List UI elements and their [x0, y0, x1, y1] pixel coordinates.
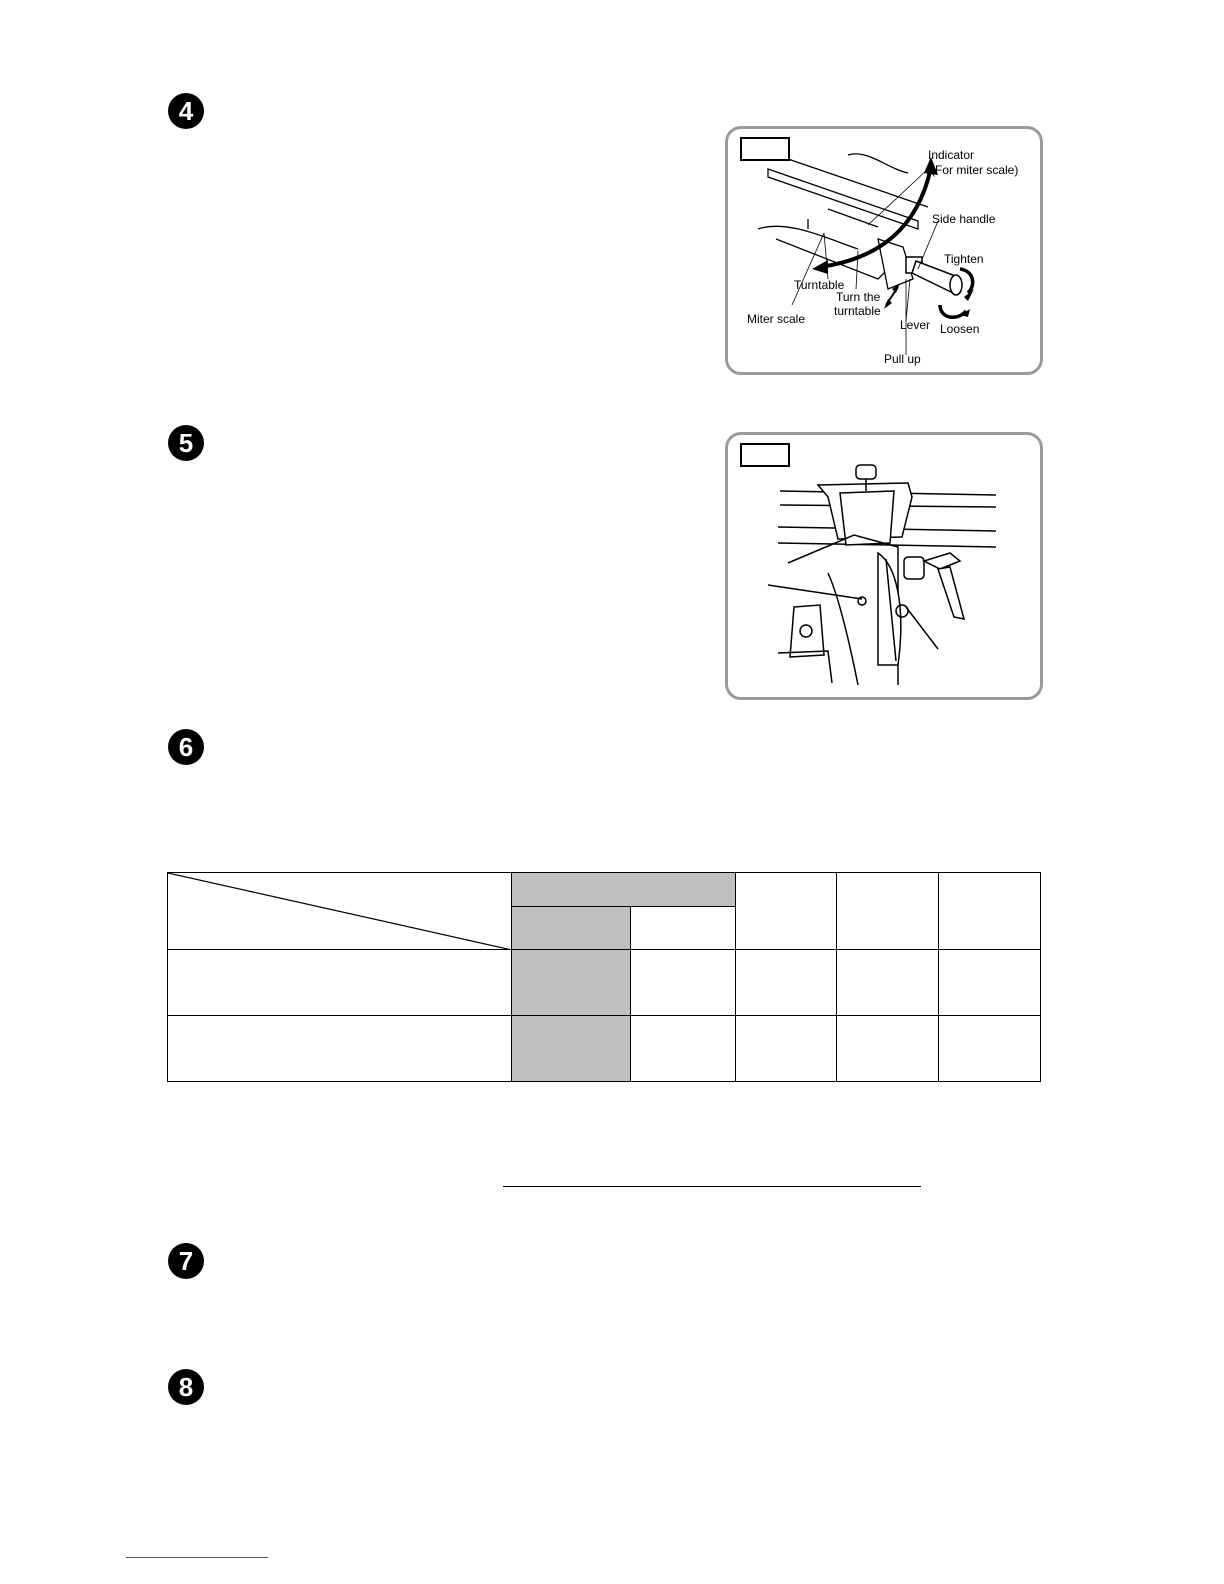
table-header-col-4	[837, 873, 939, 950]
table-row	[168, 1016, 1041, 1082]
diagonal-divider	[168, 873, 512, 950]
table-subheader-2	[631, 907, 736, 950]
label-turntable: Turntable	[794, 278, 845, 292]
label-indicator: Indicator	[928, 148, 975, 162]
table-cell	[512, 950, 631, 1016]
figure-turntable	[725, 126, 1043, 375]
bevel-clamp-illustration	[728, 435, 1040, 697]
label-side-handle: Side handle	[932, 212, 996, 226]
table-cell	[168, 950, 512, 1016]
table-cell	[512, 1016, 631, 1082]
label-loosen: Loosen	[940, 322, 980, 336]
footer-link-underline	[126, 1557, 268, 1558]
turntable-illustration	[728, 129, 1040, 372]
step-8-badge: 8	[168, 1369, 204, 1405]
table-row	[168, 950, 1041, 1016]
label-turntable-2: turntable	[834, 304, 881, 318]
table-cell	[939, 950, 1041, 1016]
table-corner-cell	[168, 873, 512, 950]
table-header-col-5	[939, 873, 1041, 950]
label-turn-the: Turn the	[836, 290, 881, 304]
label-indicator-note: (For miter scale)	[931, 163, 1019, 177]
figure-bevel-clamp	[725, 432, 1043, 700]
underline-rule	[503, 1186, 921, 1187]
label-lever: Lever	[900, 318, 931, 332]
table-cell	[736, 950, 837, 1016]
step-7-badge: 7	[168, 1243, 204, 1279]
step-5-badge: 5	[168, 425, 204, 461]
specification-table	[167, 872, 1041, 1082]
label-tighten: Tighten	[944, 252, 984, 266]
table-cell	[837, 950, 939, 1016]
table-cell	[168, 1016, 512, 1082]
table-cell	[631, 950, 736, 1016]
table-cell	[939, 1016, 1041, 1082]
table-cell	[837, 1016, 939, 1082]
table-cell	[736, 1016, 837, 1082]
label-pull-up: Pull up	[884, 352, 921, 366]
step-4-badge: 4	[168, 93, 204, 129]
table-cell	[631, 1016, 736, 1082]
table-subheader-1	[512, 907, 631, 950]
table-header-group	[512, 873, 736, 907]
label-miter-scale: Miter scale	[747, 312, 806, 326]
table-header-col-3	[736, 873, 837, 950]
step-6-badge: 6	[168, 729, 204, 765]
